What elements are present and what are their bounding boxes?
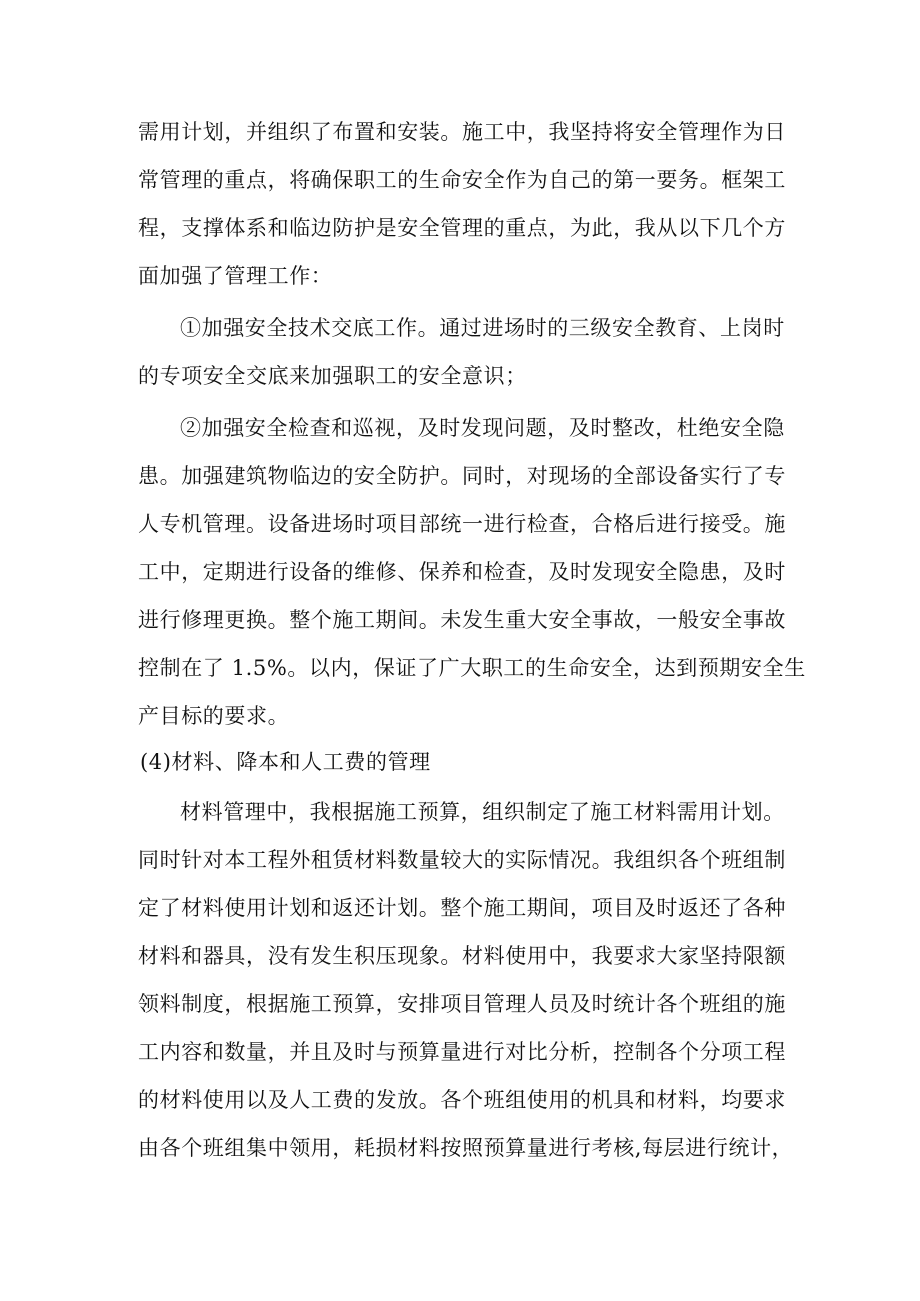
text-line: 程，支撑体系和临边防护是安全管理的重点，为此，我从以下几个方 bbox=[138, 216, 786, 240]
text-line: 产目标的要求。 bbox=[138, 704, 290, 728]
text-line: 由各个班组集中领用，耗损材料按照预算量进行考核,每层进行统计， bbox=[138, 1136, 794, 1160]
text-line: 工内容和数量，并且及时与预算量进行对比分析，控制各个分项工程 bbox=[138, 1040, 786, 1064]
text-line: 领料制度，根据施工预算，安排项目管理人员及时统计各个班组的施 bbox=[138, 992, 786, 1016]
text-line: 定了材料使用计划和返还计划。整个施工期间，项目及时返还了各种 bbox=[138, 896, 786, 920]
text-line: 材料管理中，我根据施工预算，组织制定了施工材料需用计划。 bbox=[180, 800, 785, 824]
text-line: 进行修理更换。整个施工期间。未发生重大安全事故，一般安全事故 bbox=[138, 608, 786, 632]
text-line: 人专机管理。设备进场时项目部统一进行检查，合格后进行接受。施 bbox=[138, 512, 786, 536]
text-line: 常管理的重点，将确保职工的生命安全作为自己的第一要务。框架工 bbox=[138, 168, 786, 192]
text-line: 的材料使用以及人工费的发放。各个班组使用的机具和材料，均要求 bbox=[138, 1088, 786, 1112]
text-line: 需用计划，并组织了布置和安装。施工中，我坚持将安全管理作为日 bbox=[138, 120, 786, 144]
text-line: 患。加强建筑物临边的安全防护。同时，对现场的全部设备实行了专 bbox=[138, 464, 786, 488]
text-line: ②加强安全检查和巡视，及时发现问题，及时整改，杜绝安全隐 bbox=[180, 416, 785, 440]
text-line: 材料和器具，没有发生积压现象。材料使用中，我要求大家坚持限额 bbox=[138, 944, 786, 968]
text-line: 同时针对本工程外租赁材料数量较大的实际情况。我组织各个班组制 bbox=[138, 848, 786, 872]
text-line: 控制在了 1.5%。以内，保证了广大职工的生命安全，达到预期安全生 bbox=[138, 656, 806, 680]
section-heading: (4)材料、降本和人工费的管理 bbox=[140, 750, 431, 774]
text-line: 工中，定期进行设备的维修、保养和检查，及时发现安全隐患，及时 bbox=[138, 560, 786, 584]
text-line: 面加强了管理工作： bbox=[138, 264, 333, 288]
text-line: ①加强安全技术交底工作。通过进场时的三级安全教育、上岗时 bbox=[180, 316, 785, 340]
text-line: 的专项安全交底来加强职工的安全意识； bbox=[138, 364, 527, 388]
